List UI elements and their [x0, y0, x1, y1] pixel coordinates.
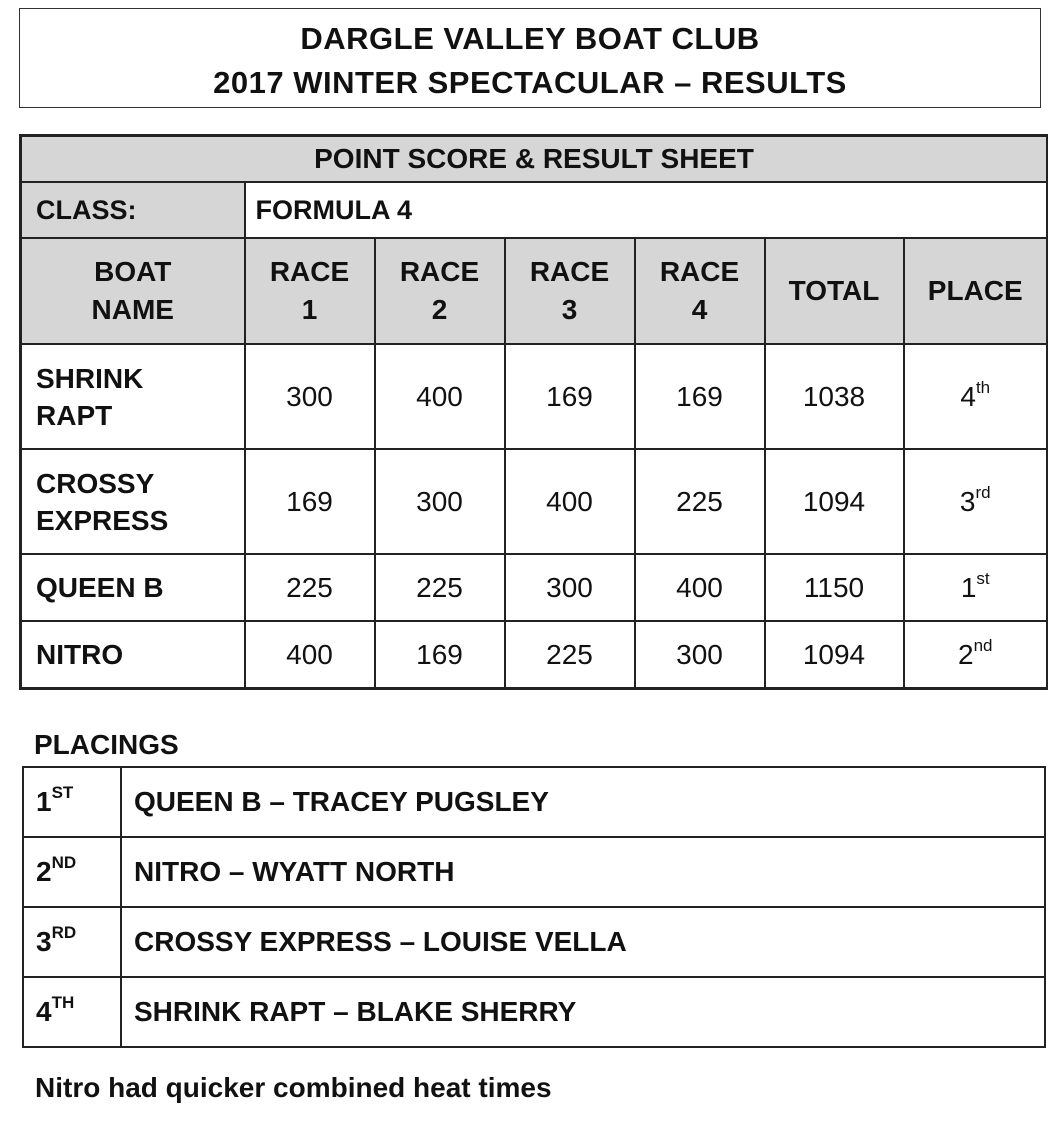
race-4-score: 225 [635, 449, 765, 554]
placing-suffix: ND [51, 853, 77, 872]
list-item [23, 907, 1045, 977]
total-score: 1094 [765, 621, 904, 689]
document-header [19, 8, 1041, 108]
race-header-label: RACE [529, 256, 610, 287]
race-3-score: 400 [505, 449, 635, 554]
boat-name-cell [21, 449, 245, 554]
boat-name-line2: RAPT [36, 399, 113, 431]
total-score: 1038 [765, 344, 904, 449]
placing-suffix: TH [51, 993, 75, 1012]
column-header-boat-name [21, 238, 245, 344]
placings-table [22, 766, 1046, 1048]
placing-suffix: ST [51, 783, 74, 802]
placing-position [23, 837, 121, 907]
place-suffix: rd [975, 482, 991, 502]
club-title: DARGLE VALLEY BOAT CLUB [300, 21, 760, 56]
column-header-race-2 [375, 238, 505, 344]
boat-header-line1: BOAT [94, 256, 172, 287]
list-item [23, 977, 1045, 1047]
race-header-number: 3 [561, 294, 578, 325]
place-cell [904, 449, 1048, 554]
place-cell [904, 554, 1048, 621]
class-value: FORMULA 4 [245, 182, 1048, 238]
race-2-score: 300 [375, 449, 505, 554]
place-cell [904, 621, 1048, 689]
race-3-score: 300 [505, 554, 635, 621]
placing-entry: NITRO – WYATT NORTH [121, 837, 1045, 907]
table-row [21, 449, 1048, 554]
list-item [23, 767, 1045, 837]
placing-position [23, 907, 121, 977]
race-header-label: RACE [659, 256, 740, 287]
race-1-score: 225 [245, 554, 375, 621]
placing-number: 4 [36, 996, 52, 1027]
race-header-label: RACE [399, 256, 480, 287]
class-label: CLASS: [21, 182, 245, 238]
footnote: Nitro had quicker combined heat times [35, 1072, 552, 1103]
race-header-label: RACE [269, 256, 350, 287]
placing-number: 3 [36, 926, 52, 957]
total-score: 1094 [765, 449, 904, 554]
placing-suffix: RD [51, 923, 77, 942]
race-2-score: 169 [375, 621, 505, 689]
race-4-score: 400 [635, 554, 765, 621]
race-4-score: 169 [635, 344, 765, 449]
place-suffix: st [976, 568, 990, 588]
place-number: 1 [960, 571, 977, 603]
total-score: 1150 [765, 554, 904, 621]
place-number: 3 [959, 485, 976, 517]
event-title: 2017 WINTER SPECTACULAR – RESULTS [213, 65, 847, 100]
race-3-score: 225 [505, 621, 635, 689]
place-suffix: th [975, 377, 991, 397]
column-header-row [21, 238, 1048, 344]
race-header-number: 1 [301, 294, 318, 325]
table-row [21, 344, 1048, 449]
list-item [23, 837, 1045, 907]
sheet-title-row [21, 136, 1048, 183]
place-suffix: nd [973, 635, 993, 655]
boat-name-line2: EXPRESS [36, 504, 169, 536]
place-number: 2 [958, 638, 974, 670]
placings-heading: PLACINGS [34, 729, 179, 760]
column-header-place: PLACE [904, 238, 1048, 344]
race-3-score: 169 [505, 344, 635, 449]
class-row [21, 182, 1048, 238]
table-row [21, 621, 1048, 689]
race-1-score: 169 [245, 449, 375, 554]
boat-name-cell [21, 344, 245, 449]
race-1-score: 400 [245, 621, 375, 689]
placing-number: 1 [36, 786, 52, 817]
column-header-total: TOTAL [765, 238, 904, 344]
placing-position [23, 977, 121, 1047]
sheet-title: POINT SCORE & RESULT SHEET [21, 136, 1048, 183]
column-header-race-1 [245, 238, 375, 344]
place-cell [904, 344, 1048, 449]
race-2-score: 400 [375, 344, 505, 449]
column-header-race-4 [635, 238, 765, 344]
placing-entry: CROSSY EXPRESS – LOUISE VELLA [121, 907, 1045, 977]
boat-header-line2: NAME [91, 294, 174, 325]
column-header-race-3 [505, 238, 635, 344]
placing-number: 2 [36, 856, 52, 887]
race-header-number: 4 [691, 294, 708, 325]
boat-name-line1: SHRINK [36, 362, 144, 394]
race-2-score: 225 [375, 554, 505, 621]
boat-name-cell: NITRO [21, 621, 245, 689]
place-number: 4 [960, 380, 976, 412]
race-header-number: 2 [431, 294, 448, 325]
placing-entry: SHRINK RAPT – BLAKE SHERRY [121, 977, 1045, 1047]
placing-entry: QUEEN B – TRACEY PUGSLEY [121, 767, 1045, 837]
result-sheet-table [19, 134, 1048, 690]
boat-name-line1: CROSSY [36, 467, 155, 499]
race-4-score: 300 [635, 621, 765, 689]
table-row [21, 554, 1048, 621]
boat-name-cell: QUEEN B [21, 554, 245, 621]
placing-position [23, 767, 121, 837]
race-1-score: 300 [245, 344, 375, 449]
